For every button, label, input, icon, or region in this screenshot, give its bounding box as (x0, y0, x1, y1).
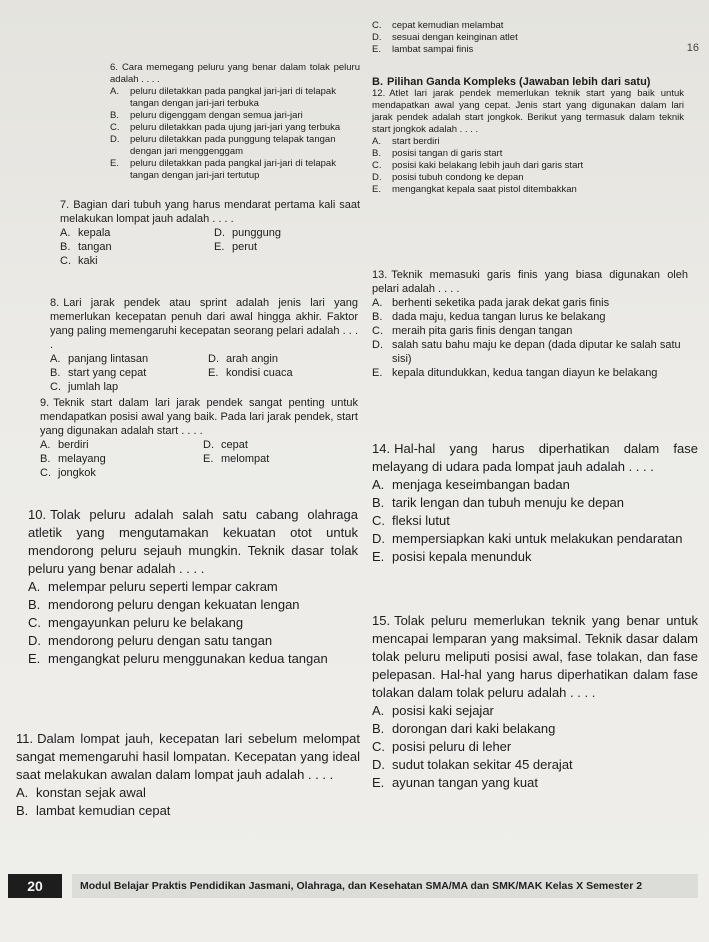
question-14 (372, 440, 698, 566)
section-heading: B. Pilihan Ganda Kompleks (Jawaban lebih dari satu) (372, 76, 651, 88)
option: A. peluru diletakkan pada pangkal jari-jari di telapak tangan dengan jari-jari terbuka (110, 86, 336, 109)
question-stem: 9. Teknik start dalam lari jarak pendek sangat penting untuk mendapatkan posisi awal yang baik. Pada lari jarak pendek, start yang digunakan adalah start . . . . (40, 397, 358, 437)
option: kepala (78, 227, 111, 239)
option: D. mempersiapkan kaki untuk melakukan pendaratan (372, 531, 683, 546)
option: E. mengangkat peluru menggunakan kedua tangan (28, 651, 328, 666)
option: punggung (232, 227, 281, 239)
option: jongkok (58, 467, 96, 479)
question-stem: 15. Tolak peluru memerlukan teknik yang benar untuk mencapai lemparan yang maksimal. Teknik dasar dalam tolak peluru meliputi posisi awal, fase tolakan, dan fase pelepasan. Hal-hal yang harus diperhatikan dalam fase tolakan dalam tolak peluru adalah . . . . (372, 613, 698, 700)
option: kondisi cuaca (226, 367, 293, 379)
option: jumlah lap (68, 381, 119, 393)
option: D. sudut tolakan sekitar 45 derajat (372, 757, 573, 772)
option: C. peluru diletakkan pada ujung jari-jari yang terbuka (110, 122, 341, 133)
option: D. posisi tubuh condong ke depan (372, 172, 524, 183)
question-9 (40, 396, 358, 480)
option: B. peluru digenggam dengan semua jari-jari (110, 110, 303, 121)
option: E. peluru diletakkan pada pangkal jari-jari di telapak tangan dengan jari-jari tertutup (110, 158, 336, 181)
option: A. posisi kaki sejajar (372, 703, 494, 718)
option: A. menjaga keseimbangan badan (372, 477, 570, 492)
option: E. ayunan tangan yang kuat (372, 775, 539, 790)
option: C. posisi peluru di leher (372, 739, 512, 754)
option: E. kepala ditundukkan, kedua tangan diayun ke belakang (372, 367, 658, 379)
option: A. berhenti seketika pada jarak dekat garis finis (372, 297, 610, 309)
option: E. lambat sampai finis (372, 44, 474, 55)
option-grid: A. berdiri D. cepat B. melayang E. melompat C. jongkok (40, 438, 358, 480)
option: E. posisi kepala menunduk (372, 549, 532, 564)
page-footer (8, 874, 698, 898)
option: arah angin (226, 353, 278, 365)
option: B. mendorong peluru dengan kekuatan lengan (28, 597, 300, 612)
option: perut (232, 241, 258, 253)
question-7 (60, 198, 360, 268)
option-grid: A. kepala D. punggung B. tangan E. perut C. kaki (60, 226, 360, 268)
question-10 (28, 506, 358, 668)
option: C. meraih pita garis finis dengan tangan (372, 325, 573, 337)
option: A. start berdiri (372, 136, 440, 147)
option: B. lambat kemudian cepat (16, 803, 171, 818)
option: B. tarik lengan dan tubuh menuju ke depan (372, 495, 625, 510)
option: kaki (78, 255, 98, 267)
question-11 (16, 730, 360, 820)
option: D. salah satu bahu maju ke depan (dada diputar ke salah satu sisi) (372, 339, 681, 365)
option: A. melempar peluru seperti lempar cakram (28, 579, 278, 594)
option: E. mengangkat kepala saat pistol ditembakkan (372, 184, 577, 195)
option: cepat (221, 439, 248, 451)
question-stem: 12. Atlet lari jarak pendek memerlukan teknik start yang baik untuk mendapatkan awal yang cepat. Jenis start yang digunakan dalam lari jarak pendek adalah start jongkok. Berikut yang termasuk dalam teknik start jongkok adalah . . . . (372, 88, 684, 135)
option: D. mendorong peluru dengan satu tangan (28, 633, 273, 648)
option: tangan (78, 241, 112, 253)
previous-question-options (372, 20, 672, 56)
option: melayang (58, 453, 106, 465)
option: B. dada maju, kedua tangan lurus ke belakang (372, 311, 606, 323)
option: melompat (221, 453, 270, 465)
question-stem: 8. Lari jarak pendek atau sprint adalah jenis lari yang memerlukan kecepatan penuh dari awal hingga akhir. Faktor yang paling memengaruhi kecepatan seorang pelari adalah . . . . (50, 297, 358, 351)
option: panjang lintasan (68, 353, 149, 365)
question-15 (372, 612, 698, 792)
question-stem: 7. Bagian dari tubuh yang harus mendarat pertama kali saat melakukan lompat jauh adalah . . . . (60, 199, 360, 225)
question-stem: 6. Cara memegang peluru yang benar dalam tolak peluru adalah . . . . (110, 62, 360, 85)
question-6 (110, 62, 360, 182)
question-stem: 13. Teknik memasuki garis finis yang biasa digunakan oleh pelari adalah . . . . (372, 269, 688, 295)
option: berdiri (58, 439, 89, 451)
option: C. cepat kemudian melambat (372, 20, 504, 31)
question-12 (372, 76, 684, 196)
option: C. fleksi lutut (372, 513, 450, 528)
question-stem: 10. Tolak peluru adalah salah satu cabang olahraga atletik yang mengutamakan kekuatan otot untuk mendorong peluru sejauh mungkin. Teknik dasar tolak peluru yang benar adalah . . . . (28, 507, 358, 576)
footer-book-title: Modul Belajar Praktis Pendidikan Jasmani, Olahraga, dan Kesehatan SMA/MA dan SMK/MAK Kelas X Semester 2 (72, 874, 698, 898)
option: B. posisi tangan di garis start (372, 148, 503, 159)
question-stem: 11. Dalam lompat jauh, kecepatan lari sebelum melompat sangat memengaruhi hasil lompatan. Kecepatan yang ideal saat melakukan awalan dalam lompat jauh adalah . . . . (16, 731, 360, 782)
question-8 (50, 296, 358, 394)
question-13 (372, 268, 688, 380)
page-number: 20 (8, 874, 62, 898)
option: D. peluru diletakkan pada punggung telapak tangan dengan jari menggenggam (110, 134, 336, 157)
option-grid: A. panjang lintasan D. arah angin B. start yang cepat E. kondisi cuaca C. jumlah lap (50, 352, 358, 394)
option: D. sesuai dengan keinginan atlet (372, 32, 518, 43)
option: A. konstan sejak awal (16, 785, 146, 800)
option: B. dorongan dari kaki belakang (372, 721, 556, 736)
option: C. posisi kaki belakang lebih jauh dari garis start (372, 160, 584, 171)
option: C. mengayunkan peluru ke belakang (28, 615, 244, 630)
option: start yang cepat (68, 367, 147, 379)
question-stem: 14. Hal-hal yang harus diperhatikan dalam fase melayang di udara pada lompat jauh adalah . . . . (372, 441, 698, 474)
page-corner-number: 16 (686, 42, 699, 54)
